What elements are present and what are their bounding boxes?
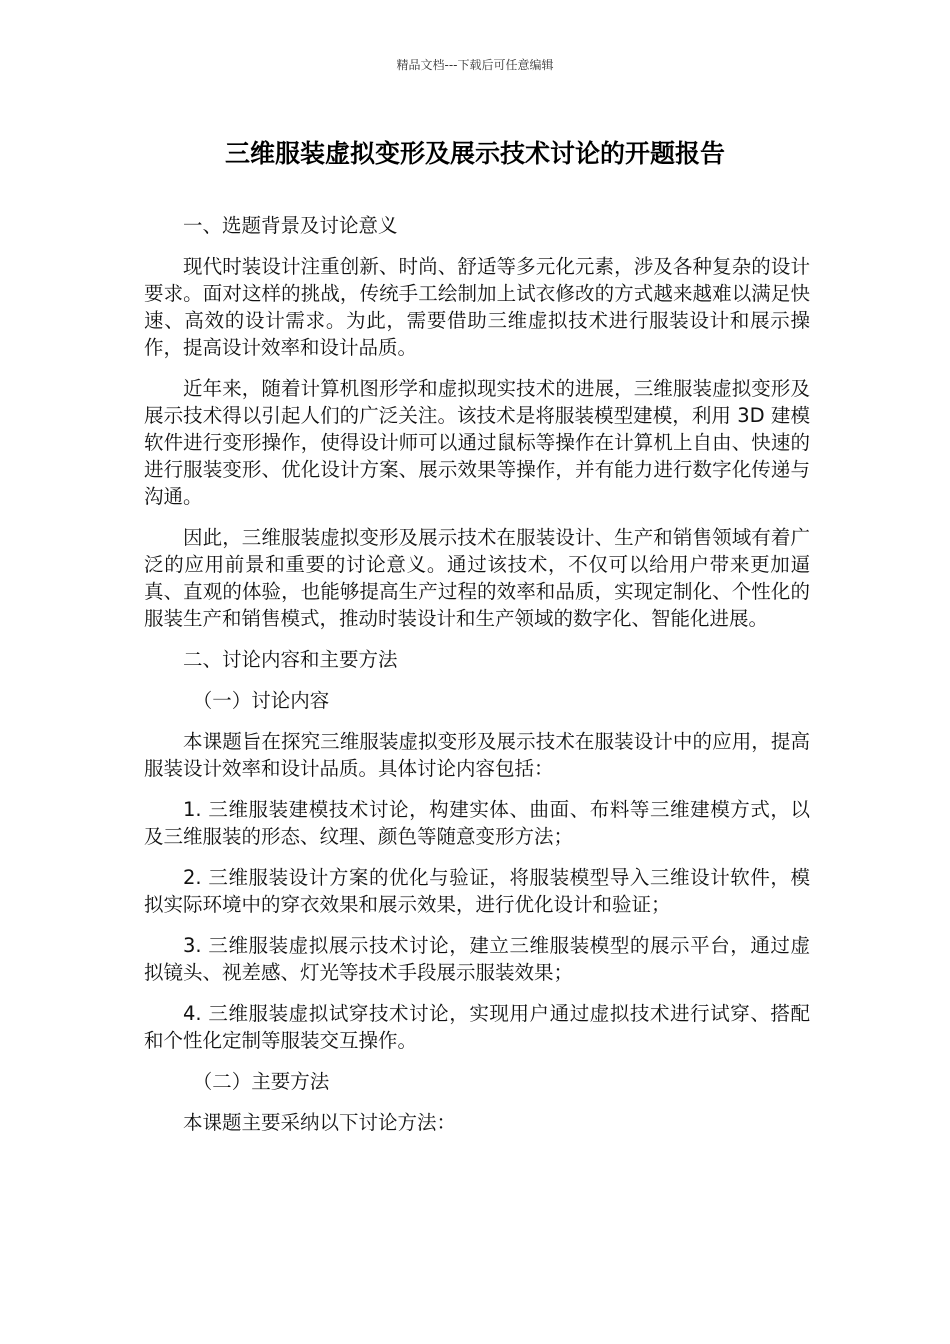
list-item-3: 3. 三维服装虚拟展示技术讨论，建立三维服装模型的展示平台，通过虚拟镜头、视差感、灯光等技术手段展示服装效果； bbox=[144, 934, 810, 984]
subsection-heading-methods: （二）主要方法 bbox=[192, 1070, 330, 1093]
paragraph-4: 本课题旨在探究三维服装虚拟变形及展示技术在服装设计中的应用，提高服装设计效率和设计品质。具体讨论内容包括： bbox=[144, 730, 810, 780]
list-item-4: 4. 三维服装虚拟试穿技术讨论，实现用户通过虚拟技术进行试穿、搭配和个性化定制等服装交互操作。 bbox=[144, 1002, 810, 1052]
paragraph-2: 近年来，随着计算机图形学和虚拟现实技术的进展，三维服装虚拟变形及展示技术得以引起人们的广泛关注。该技术是将服装模型建模，利用 3D 建模软件进行变形操作，使得设计师可以通过鼠标等操作在计算机上自由、快速的进行服装变形、优化设计方案、展示效果等操作，并有能力进行数字化传递与沟通。 bbox=[144, 377, 810, 508]
section-heading-background: 一、选题背景及讨论意义 bbox=[183, 214, 398, 237]
header-note: 精品文档---下载后可任意编辑 bbox=[396, 58, 554, 72]
paragraph-3: 因此，三维服装虚拟变形及展示技术在服装设计、生产和销售领域有着广泛的应用前景和重要的讨论意义。通过该技术，不仅可以给用户带来更加逼真、直观的体验，也能够提高生产过程的效率和品质，实现定制化、个性化的服装生产和销售模式，推动时装设计和生产领域的数字化、智能化进展。 bbox=[144, 526, 810, 630]
list-item-1: 1. 三维服装建模技术讨论，构建实体、曲面、布料等三维建模方式，以及三维服装的形态、纹理、颜色等随意变形方法； bbox=[144, 798, 810, 848]
section-heading-content-methods: 二、讨论内容和主要方法 bbox=[183, 648, 398, 671]
paragraph-1: 现代时装设计注重创新、时尚、舒适等多元化元素，涉及各种复杂的设计要求。面对这样的挑战，传统手工绘制加上试衣修改的方式越来越难以满足快速、高效的设计需求。为此，需要借助三维虚拟技术进行服装设计和展示操作，提高设计效率和设计品质。 bbox=[144, 255, 810, 359]
document-body bbox=[144, 212, 810, 1150]
subsection-heading-content: （一）讨论内容 bbox=[192, 689, 330, 712]
document-title: 三维服装虚拟变形及展示技术讨论的开题报告 bbox=[224, 139, 725, 168]
list-item-2: 2. 三维服装设计方案的优化与验证，将服装模型导入三维设计软件，模拟实际环境中的穿衣效果和展示效果，进行优化设计和验证； bbox=[144, 866, 810, 916]
paragraph-5: 本课题主要采纳以下讨论方法： bbox=[183, 1111, 457, 1134]
